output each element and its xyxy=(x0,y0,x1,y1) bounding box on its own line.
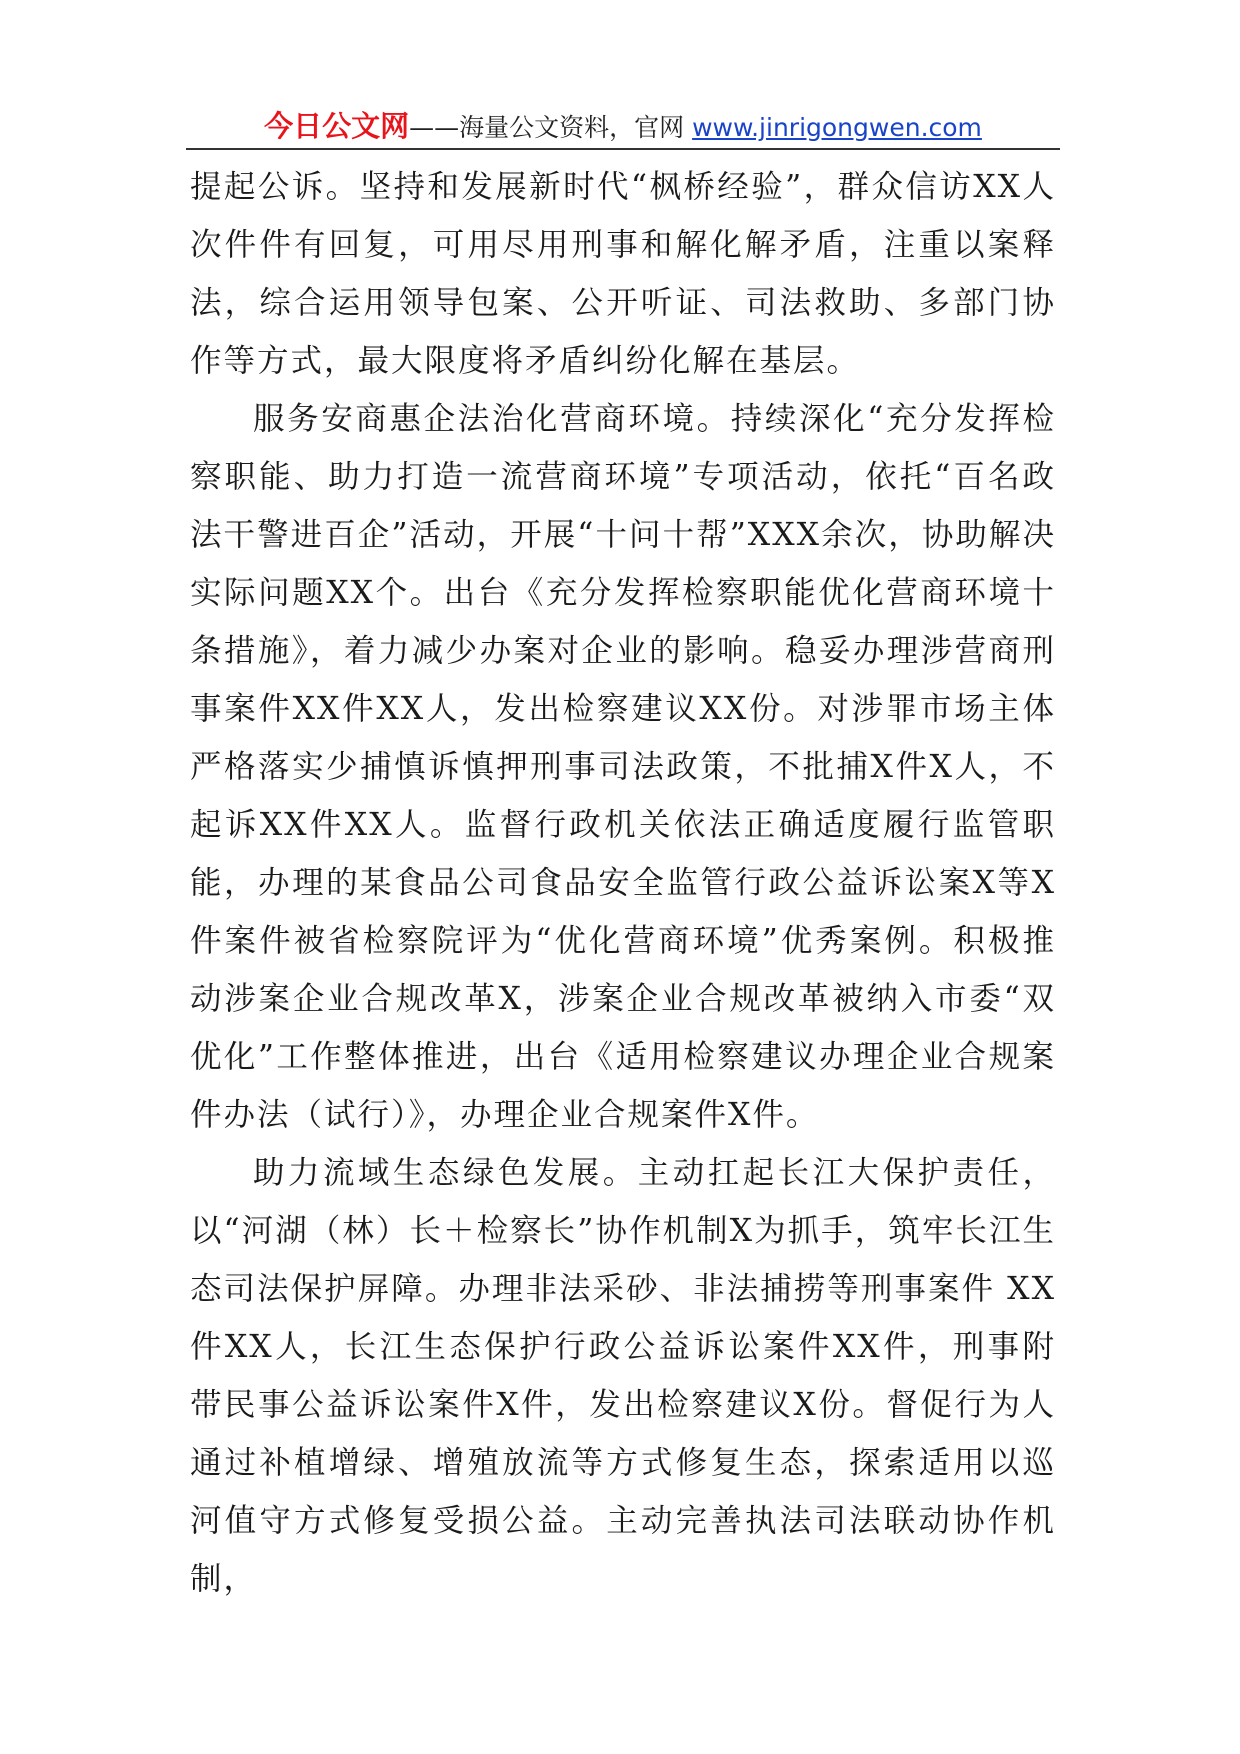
site-link[interactable]: www.jinrigongwen.com xyxy=(692,113,982,142)
header-tagline: 海量公文资料，官网 xyxy=(459,113,693,142)
site-brand: 今日公文网 xyxy=(264,109,410,143)
site-header xyxy=(186,104,1060,148)
paragraph-ecological-development: 助力流域生态绿色发展。主动扛起长江大保护责任，以“河湖（林）长＋检察长”协作机制X为抓手，筑牢长江生态司法保护屏障。办理非法采砂、非法捕捞等刑事案件 XX件XX人，长江生态保护行政公益诉讼案件XX件，刑事附带民事公益诉讼案件X件，发出检察建议X份。督促行为人通过补植增绿、增殖放流等方式修复生态，探索适用以巡河值守方式修复受损公益。主动完善执法司法联动协作机制， xyxy=(190,1155,1056,1597)
paragraph-continuation: 提起公诉。坚持和发展新时代“枫桥经验”，群众信访XX人次件件有回复，可用尽用刑事和解化解矛盾，注重以案释法，综合运用领导包案、公开听证、司法救助、多部门协作等方式，最大限度将矛盾纠纷化解在基层。 xyxy=(190,169,1056,379)
header-separator: —— xyxy=(409,113,460,142)
paragraph-business-environment: 服务安商惠企法治化营商环境。持续深化“充分发挥检察职能、助力打造一流营商环境”专项活动，依托“百名政法干警进百企”活动，开展“十问十帮”XXX余次，协助解决实际问题XX个。出台《充分发挥检察职能优化营商环境十条措施》，着力减少办案对企业的影响。稳妥办理涉营商刑事案件XX件XX人，发出检察建议XX份。对涉罪市场主体严格落实少捕慎诉慎押刑事司法政策，不批捕X件X人，不起诉XX件XX人。监督行政机关依法正确适度履行监管职能，办理的某食品公司食品安全监管行政公益诉讼案X等X件案件被省检察院评为“优化营商环境”优秀案例。积极推动涉案企业合规改革X，涉案企业合规改革被纳入市委“双优化”工作整体推进，出台《适用检察建议办理企业合规案件办法（试行）》，办理企业合规案件X件。 xyxy=(190,401,1056,1133)
document-body xyxy=(190,158,1056,1608)
header-divider xyxy=(186,148,1060,150)
